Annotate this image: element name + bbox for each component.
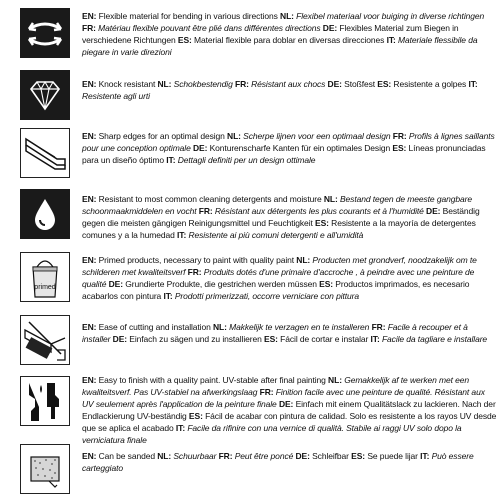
primed-label: primed (34, 284, 56, 291)
language-code: EN: (82, 322, 99, 332)
translation-text: Grundierte Produkte, die gestrichen werden müssen (125, 279, 317, 289)
translation-text: Résistant aux détergents les plus courants et à l'humidité (214, 206, 424, 216)
translation-text: Primed products, necessary to paint with quality paint (98, 255, 295, 265)
translation-text: Flexible material for bending in various directions (98, 11, 278, 21)
language-code: DE: (423, 206, 443, 216)
translation-text: Resistant to most common cleaning detergents and moisture (98, 194, 322, 204)
feature-text (82, 10, 498, 58)
translation-text: Einfach zu sägen und zu installieren (129, 334, 262, 344)
translation-text: Peut être poncé (234, 451, 294, 461)
translation-text: Materiale flessibile da piegare in varie direzioni (82, 35, 478, 57)
language-code: DE: (325, 79, 345, 89)
translation-text: Resistente a golpes (393, 79, 467, 89)
translation-text: Gemakkelijk af te werken met een kwaliteitsverf. Pas UV-stabiel na afwerkingslaag (82, 375, 470, 397)
translation-text: Facile da tagliare e installare (381, 334, 488, 344)
language-code: EN: (82, 451, 99, 461)
language-code: NL: (154, 451, 174, 461)
feature-text (82, 254, 498, 302)
language-code: IT: (466, 79, 478, 89)
translation-text: Flexibles Material zum Biegen in verschiedene Richtungen (82, 23, 459, 45)
cutting-saw-icon (20, 315, 70, 365)
paint-bucket-icon (20, 252, 70, 302)
language-code: EN: (82, 79, 99, 89)
language-code: IT: (161, 291, 175, 301)
language-code: ES: (375, 79, 394, 89)
translation-text: Schokbestendig (173, 79, 233, 89)
language-code: EN: (82, 131, 99, 141)
translation-text: Easy to finish with a quality paint. UV-stable after final painting (98, 375, 326, 385)
language-code: IT: (417, 451, 432, 461)
sharp-edge-profile-icon (20, 128, 70, 178)
language-code: ES: (175, 35, 195, 45)
language-code: IT: (368, 334, 382, 344)
translation-text: Scherpe lijnen voor een optimaal design (243, 131, 391, 141)
translation-text: Líneas pronunciadas para un diseño óptimo (82, 143, 486, 165)
language-code: DE: (293, 451, 313, 461)
feature-text (82, 78, 498, 102)
feature-text (82, 450, 498, 474)
language-code: FR: (369, 322, 388, 332)
translation-text: Dettagli definiti per un design ottimale (177, 155, 316, 165)
translation-text: Schleifbar (312, 451, 349, 461)
translation-text: Prodotti primerizzati, occorre verniciare con pittura (174, 291, 359, 301)
language-code: FR: (390, 131, 409, 141)
paint-brush-icon (20, 376, 70, 426)
diamond-icon (20, 70, 70, 120)
language-code: IT: (174, 230, 189, 240)
translation-text: Beständig gegen die meisten gängigen Reinigungsmittel und Feuchtigkeit (82, 206, 480, 228)
translation-text: Knock resistant (98, 79, 156, 89)
water-drop-icon (20, 189, 70, 239)
language-code: NL: (294, 255, 313, 265)
feature-text (82, 374, 498, 446)
language-code: FR: (232, 79, 252, 89)
language-code: EN: (82, 375, 99, 385)
sandpaper-icon (20, 444, 70, 494)
translation-text: Productos imprimados, es necesario acabarlos con pintura (82, 279, 470, 301)
translation-text: Fácil de cortar e instalar (280, 334, 369, 344)
language-code: EN: (82, 194, 99, 204)
language-code: ES: (348, 451, 368, 461)
translation-text: Producten met grondverf, noodzakelijk om te schilderen met kwaliteitsverf (82, 255, 477, 277)
translation-text: Can be sanded (98, 451, 155, 461)
language-code: IT: (384, 35, 399, 45)
translation-text: Facile da rifinire con una vernice di qualità. Stabile ai raggi UV solo dopo la verniciatura finale (82, 423, 462, 445)
translation-text: Schuurbaar (173, 451, 217, 461)
language-code: DE: (276, 399, 296, 409)
translation-text: Produits dotés d'une primaire d'accroche , à peindre avec une peinture de qualité (82, 267, 475, 289)
language-code: ES: (261, 334, 281, 344)
language-code: FR: (185, 267, 204, 277)
language-code: NL: (155, 79, 174, 89)
translation-text: Sharp edges for an optimal design (98, 131, 225, 141)
language-code: ES: (186, 411, 206, 421)
translation-text: Finition facile avec une peinture de qualité. Résistant aux UV seulement après l'application de la peinture finale (82, 387, 485, 409)
translation-text: Makkelijk te verzagen en te installeren (229, 322, 370, 332)
language-code: DE: (110, 334, 130, 344)
language-code: FR: (196, 206, 215, 216)
translation-text: Ease of cutting and installation (98, 322, 211, 332)
translation-text: Resistente ai più comuni detergenti e all'umidità (188, 230, 364, 240)
language-code: EN: (82, 255, 99, 265)
language-code: FR: (257, 387, 276, 397)
language-code: NL: (277, 11, 297, 21)
language-code: IT: (173, 423, 188, 433)
language-code: NL: (210, 322, 230, 332)
translation-text: Einfach mit einem Qualitätslack zu lackieren. Nach der Endlackierung UV-beständig (82, 399, 496, 421)
translation-text: Resistente agli urti (82, 91, 150, 101)
translation-text: Résistant aux chocs (251, 79, 326, 89)
language-code: ES: (312, 218, 332, 228)
language-code: NL: (321, 194, 340, 204)
language-code: IT: (164, 155, 178, 165)
translation-text: Stoßfest (344, 79, 376, 89)
translation-text: Può essere carteggiato (82, 451, 474, 473)
language-code: FR: (82, 23, 99, 33)
feature-text (82, 321, 498, 345)
flexible-arrows-icon (20, 8, 70, 58)
language-code: NL: (224, 131, 244, 141)
translation-text: Bestand tegen de meeste gangbare schoonmaakmiddelen en vocht (82, 194, 472, 216)
translation-text: Profils à lignes saillants pour une conception optimale (82, 131, 495, 153)
language-code: NL: (325, 375, 345, 385)
feature-text (82, 193, 498, 241)
translation-text: Fácil de acabar con pintura de calidad. Solo es resistente a los rayos UV desde que se aplica el acabado (82, 411, 497, 433)
translation-text: Konturenscharfe Kanten für ein optimales Design (209, 143, 391, 153)
language-code: ES: (316, 279, 336, 289)
translation-text: Se puede lijar (367, 451, 418, 461)
language-code: DE: (106, 279, 126, 289)
language-code: DE: (320, 23, 340, 33)
language-code: EN: (82, 11, 99, 21)
language-code: DE: (190, 143, 210, 153)
translation-text: Facile à recouper et à installer (82, 322, 468, 344)
translation-text: Matériau flexible pouvant être plié dans différentes directions (98, 23, 321, 33)
translation-text: Material flexible para doblar en diversas direcciones (194, 35, 385, 45)
language-code: ES: (390, 143, 409, 153)
translation-text: Resistente a la mayoría de detergentes comunes y a la humedad (82, 218, 476, 240)
language-code: FR: (216, 451, 235, 461)
translation-text: Flexibel materiaal voor buiging in diverse richtingen (296, 11, 485, 21)
feature-text (82, 130, 498, 166)
